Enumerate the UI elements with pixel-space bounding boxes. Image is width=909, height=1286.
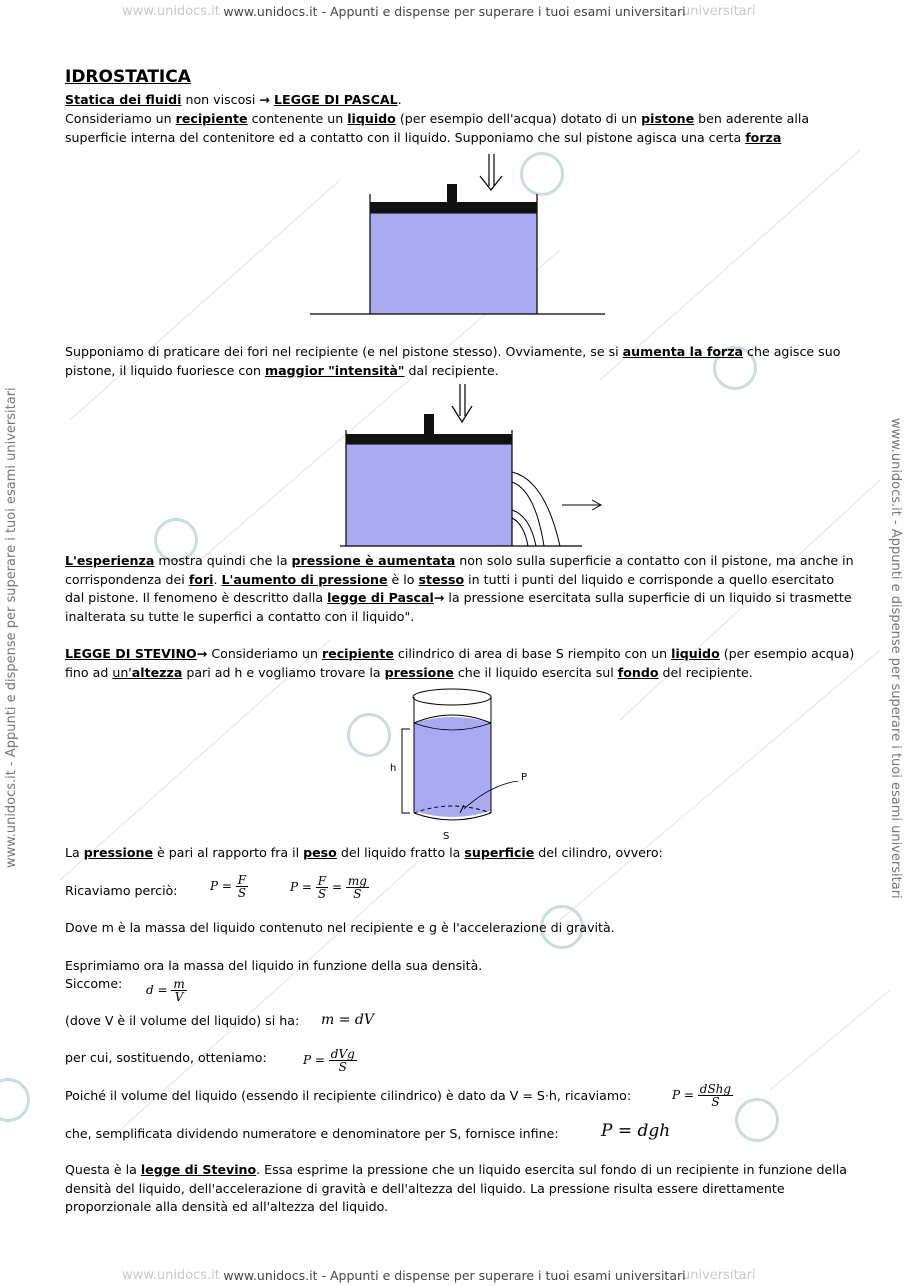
watermark-text: www.unidocs.it — [122, 1268, 220, 1283]
text-bold: LEGGE DI PASCAL — [273, 92, 398, 107]
text-bold: pressione è aumentata — [291, 553, 456, 568]
text-sostituendo: per cui, sostituendo, otteniamo: — [65, 1050, 267, 1065]
text-bold: legge di Stevino — [140, 1162, 257, 1177]
equation-d-m-v: d = $\frac{m}{V}$ — [146, 977, 185, 1004]
arrow-icon: → — [196, 646, 208, 661]
text: cilindrico di area di base S riempito con un — [393, 646, 672, 661]
label-s: S — [443, 831, 450, 842]
text: . — [397, 92, 402, 107]
text: mostra quindi che la — [154, 553, 292, 568]
text: . Essa esprime la pressione che un liquido esercita sul fondo di un recipiente in funzione della densità del liquido, dell'accelerazione di gravità e dell'altezza del liquido. La pressione risulta essere direttamente proporzionale alla densità ed all'altezza del liquido. — [65, 1162, 847, 1215]
text: (per esempio dell'acqua) dotato di un — [395, 111, 642, 126]
text-volume: (dove V è il volume del liquido) si ha: — [65, 1013, 300, 1028]
text: . — [213, 571, 222, 587]
paragraph-stevino-setup — [65, 645, 855, 682]
text: la pressione esercitata sulla superficie di un liquido si trasmette inalterata su tutte le superfici a contatto con il liquido". — [65, 590, 852, 624]
text: Consideriamo un — [65, 111, 176, 126]
side-watermark-left: www.unidocs.it - Appunti e dispense per superare i tuoi esami universitari — [4, 387, 19, 868]
watermark-text: universitari — [682, 1268, 756, 1283]
paragraph-density: Esprimiamo ora la massa del liquido in funzione della sua densità. — [65, 958, 483, 973]
text: che il liquido esercita sul — [453, 664, 618, 680]
figure-cylinder — [380, 685, 540, 845]
text-bold: liquido — [671, 646, 720, 661]
paragraph-pressure-def — [65, 844, 855, 863]
paragraph-holes — [65, 343, 855, 380]
text-bold: aumenta la forza — [622, 344, 744, 359]
label-h: h — [390, 763, 397, 774]
text-bold: L'esperienza — [65, 553, 155, 568]
text-siccome: Siccome: — [65, 976, 123, 991]
page-footer: www.unidocs.it - Appunti e dispense per superare i tuoi esami universitari — [223, 1268, 686, 1283]
text-bold: forza — [745, 129, 782, 145]
paragraph-pascal-setup — [65, 110, 855, 147]
page-title: IDROSTATICA — [65, 67, 191, 87]
text-bold: L'aumento di pressione — [221, 571, 388, 587]
label-p: P — [521, 772, 528, 783]
text: non viscosi — [181, 92, 260, 107]
text: Supponiamo di praticare dei fori nel recipiente (e nel pistone stesso). Ovviamente, se si — [65, 344, 623, 359]
text-bold: recipiente — [321, 646, 394, 661]
text: non solo sulla superficie a contatto con il pistone, ma anche in corrispondenza dei — [65, 553, 854, 587]
text: ben aderente alla superficie interna del contenitore ed a contatto con il liquido. Supponiamo che sul pistone agisca una certa — [65, 111, 810, 145]
text-bold: recipiente — [175, 111, 248, 126]
text-bold: stesso — [418, 571, 465, 587]
text-bold: liquido — [347, 111, 396, 126]
text-bold: Statica dei fluidi — [65, 92, 182, 107]
text: (per esempio acqua) fino ad — [65, 646, 855, 680]
equation-p-dgh: P = dgh — [601, 1121, 671, 1141]
text-bold: legge di Pascal — [327, 590, 434, 606]
paragraph-mass-definition: Dove m è la massa del liquido contenuto nel recipiente e g è l'accelerazione di gravità. — [65, 920, 615, 935]
text: dal recipiente. — [404, 362, 499, 378]
text-bold: pistone — [641, 111, 695, 126]
paragraph-stevino-law — [65, 1161, 855, 1217]
text: che agisce suo pistone, il liquido fuoriesce con — [65, 344, 841, 378]
text: Consideriamo un — [207, 646, 322, 661]
text-bold: peso — [303, 845, 337, 860]
text: è pari al rapporto fra il — [153, 845, 304, 860]
figure-piston-container — [300, 150, 620, 320]
paragraph-intro — [65, 91, 855, 110]
text: contenente un — [247, 111, 348, 126]
text: del liquido fratto la — [336, 845, 465, 860]
text: La — [65, 845, 84, 860]
equation-m-dv: m = dV — [321, 1012, 374, 1028]
text-bold: maggior "intensità" — [265, 362, 405, 378]
text-bold: altezza — [131, 664, 183, 680]
side-watermark-right: www.unidocs.it - Appunti e dispense per superare i tuoi esami universitari — [888, 418, 903, 899]
equation-p-mg-s: P = $\frac{F}{S}$ = $\frac{mg}{S}$ — [290, 874, 367, 901]
text-semplificata: che, semplificata dividendo numeratore e denominatore per S, fornisce infine: — [65, 1126, 559, 1141]
text-bold: fori — [188, 571, 214, 587]
text: Questa è la — [65, 1162, 141, 1177]
paragraph-pascal-law — [65, 552, 855, 626]
equation-p-dvg-s: P = $\frac{\text{dVg}}{S}$ — [303, 1047, 355, 1074]
watermark-text: www.unidocs.it — [122, 4, 220, 19]
text: un' — [112, 664, 132, 680]
figure-container-holes — [330, 380, 620, 550]
arrow-icon: → — [433, 590, 445, 606]
text-bold: fondo — [617, 664, 659, 680]
watermark-text: universitari — [682, 4, 756, 19]
text: del cilindro, ovvero: — [534, 845, 663, 860]
text: in tutti i punti del liquido e corrisponde a quello esercitato dal pistone. Il fenomeno è descritto dalla — [65, 571, 835, 606]
equation-p-f-s: P = $\frac{F}{S}$ — [210, 873, 247, 900]
text-bold: pressione — [83, 845, 153, 860]
text-bold: LEGGE DI STEVINO — [65, 646, 197, 661]
arrow-icon: → — [259, 92, 270, 107]
text: del recipiente. — [658, 664, 753, 680]
text-ricaviamo: Ricaviamo perciò: — [65, 883, 178, 898]
page-header: www.unidocs.it - Appunti e dispense per superare i tuoi esami universitari — [223, 4, 686, 19]
text-volume-cylinder: Poiché il volume del liquido (essendo il recipiente cilindrico) è dato da V = S·h, ricaviamo: — [65, 1088, 632, 1103]
text-bold: superficie — [464, 845, 535, 860]
text-bold: pressione — [384, 664, 454, 680]
equation-p-dshg-s: P = $\frac{\text{dShg}}{S}$ — [672, 1082, 732, 1109]
text: è lo — [387, 571, 419, 587]
text: pari ad h e vogliamo trovare la — [182, 664, 385, 680]
